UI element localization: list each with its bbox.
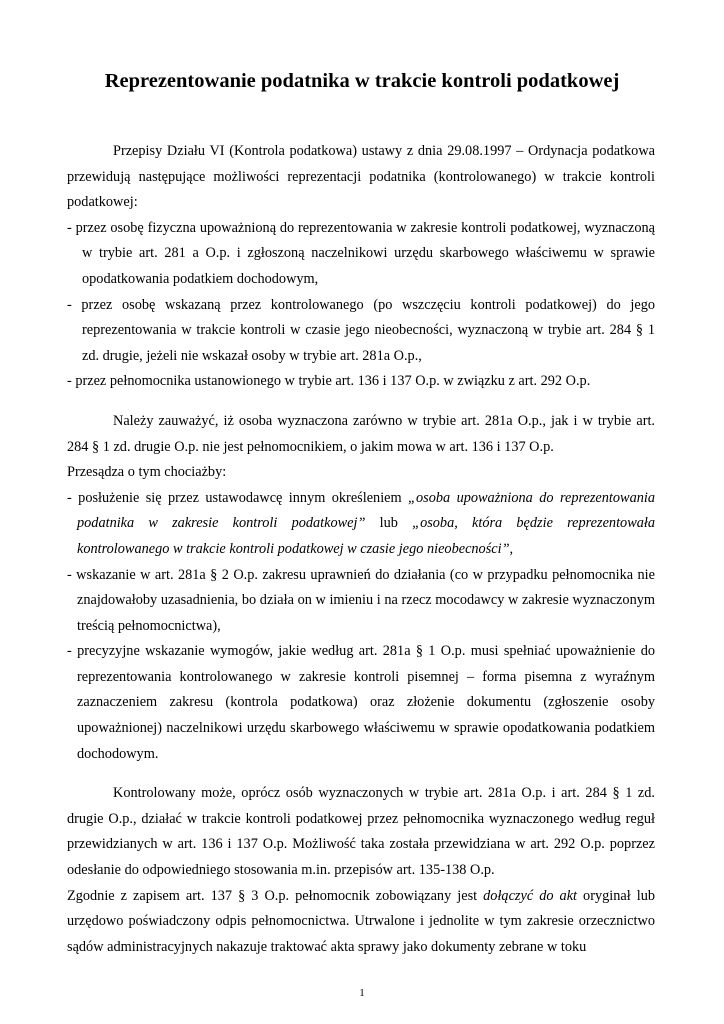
list-item: - przez osobę fizyczna upoważnioną do reprezentowania w zakresie kontroli podatkowej, wyznaczoną w trybie art. 281 a O.p. i zgłoszoną naczelnikowi urzędu skarbowego właściwemu w sprawie opodatkowania podatkiem dochodowym, — [67, 219, 655, 287]
list-item: - precyzyjne wskazanie wymogów, jakie według art. 281a § 1 O.p. musi spełniać upoważnienie do reprezentowania kontrolowanego w zakresie kontroli pisemnej – forma pisemna z wyraźnym zaznaczeniem zakresu (kontrola podatkowa) oraz złożenie dokumentu (zgłoszenie osoby upoważnionej) naczelnikowi urzędu skarbowego właściwemu w sprawie opodatkowania podatkiem dochodowym. — [67, 643, 655, 762]
emphasized-text: dołączyć do akt — [483, 887, 578, 904]
paragraph-representation: Kontrolowany może, oprócz osób wyznaczonych w trybie art. 281a O.p. i art. 284 § 1 zd. drugie O.p., działać w trakcie kontroli podatkowej przez pełnomocnika wyznaczonego według reguł przewidzianych w art. 136 i 137 O.p. Możliwość taka została przewidziana w art. 292 O.p. poprzez odesłanie do odpowiedniego stosowania m.in. przepisów art. 135-138 O.p. — [67, 785, 655, 879]
list-item: - wskazanie w art. 281a § 2 O.p. zakresu uprawnień do działania (co w przypadku pełnomocnika nie znajdowałoby uzasadnienia, bo działa on w imieniu i na rzecz mocodawcy w zakresie wyznaczonym treścią pełnomocnictwa), — [67, 566, 655, 634]
list-item: - przez osobę wskazaną przez kontrolowanego (po wszczęciu kontroli podatkowej) do jego reprezentowania w trakcie kontroli w czasie jego nieobecności, wyznaczoną w trybie art. 284 § 1 zd. drugie, jeżeli nie wskazał osoby w trybie art. 281a O.p., — [67, 296, 655, 364]
paragraph-text: Zgodnie z zapisem art. 137 § 3 O.p. pełnomocnik zobowiązany jest — [67, 887, 484, 904]
list-text: - posłużenie się przez ustawodawcę innym określeniem — [67, 489, 409, 506]
list-text: lub — [365, 515, 413, 532]
paragraph-text: oryginał lub urzędowo poświadczony odpis pełnomocnictwa. Utrwalone i jednolite w tym zakresie orzecznictwo sądów administracyjnych nakazuje traktować akta sprawy jako dokumenty zebrane w toku — [67, 887, 655, 955]
list-item — [67, 486, 655, 563]
paragraph-reason-intro: Przesądza o tym chociażby: — [67, 464, 227, 481]
list-text: , — [509, 540, 514, 557]
paragraph-article-137 — [67, 884, 655, 961]
quoted-term: „osoba upoważniona do reprezentowania podatnika w zakresie kontroli podatkowej” — [77, 489, 655, 532]
list-item: - przez pełnomocnika ustanowionego w trybie art. 136 i 137 O.p. w związku z art. 292 O.p. — [67, 373, 591, 390]
quoted-term: „osoba, która będzie reprezentowała kontrolowanego w trakcie kontroli podatkowej w czasie jego nieobecności” — [77, 515, 656, 557]
document-body — [67, 139, 655, 960]
page-number: 1 — [359, 987, 365, 999]
document-title: Reprezentowanie podatnika w trakcie kontroli podatkowej — [104, 70, 620, 92]
intro-paragraph: Przepisy Działu VI (Kontrola podatkowa) ustawy z dnia 29.08.1997 – Ordynacja podatkowa przewidują następujące możliwości reprezentacji podatnika (kontrolowanego) w trakcie kontroli podatkowej: — [67, 143, 655, 211]
paragraph-note: Należy zauważyć, iż osoba wyznaczona zarówno w trybie art. 281a O.p., jak i w trybie art. 284 § 1 zd. drugie O.p. nie jest pełnomocnikiem, o jakim mowa w art. 136 i 137 O.p. — [67, 412, 655, 455]
